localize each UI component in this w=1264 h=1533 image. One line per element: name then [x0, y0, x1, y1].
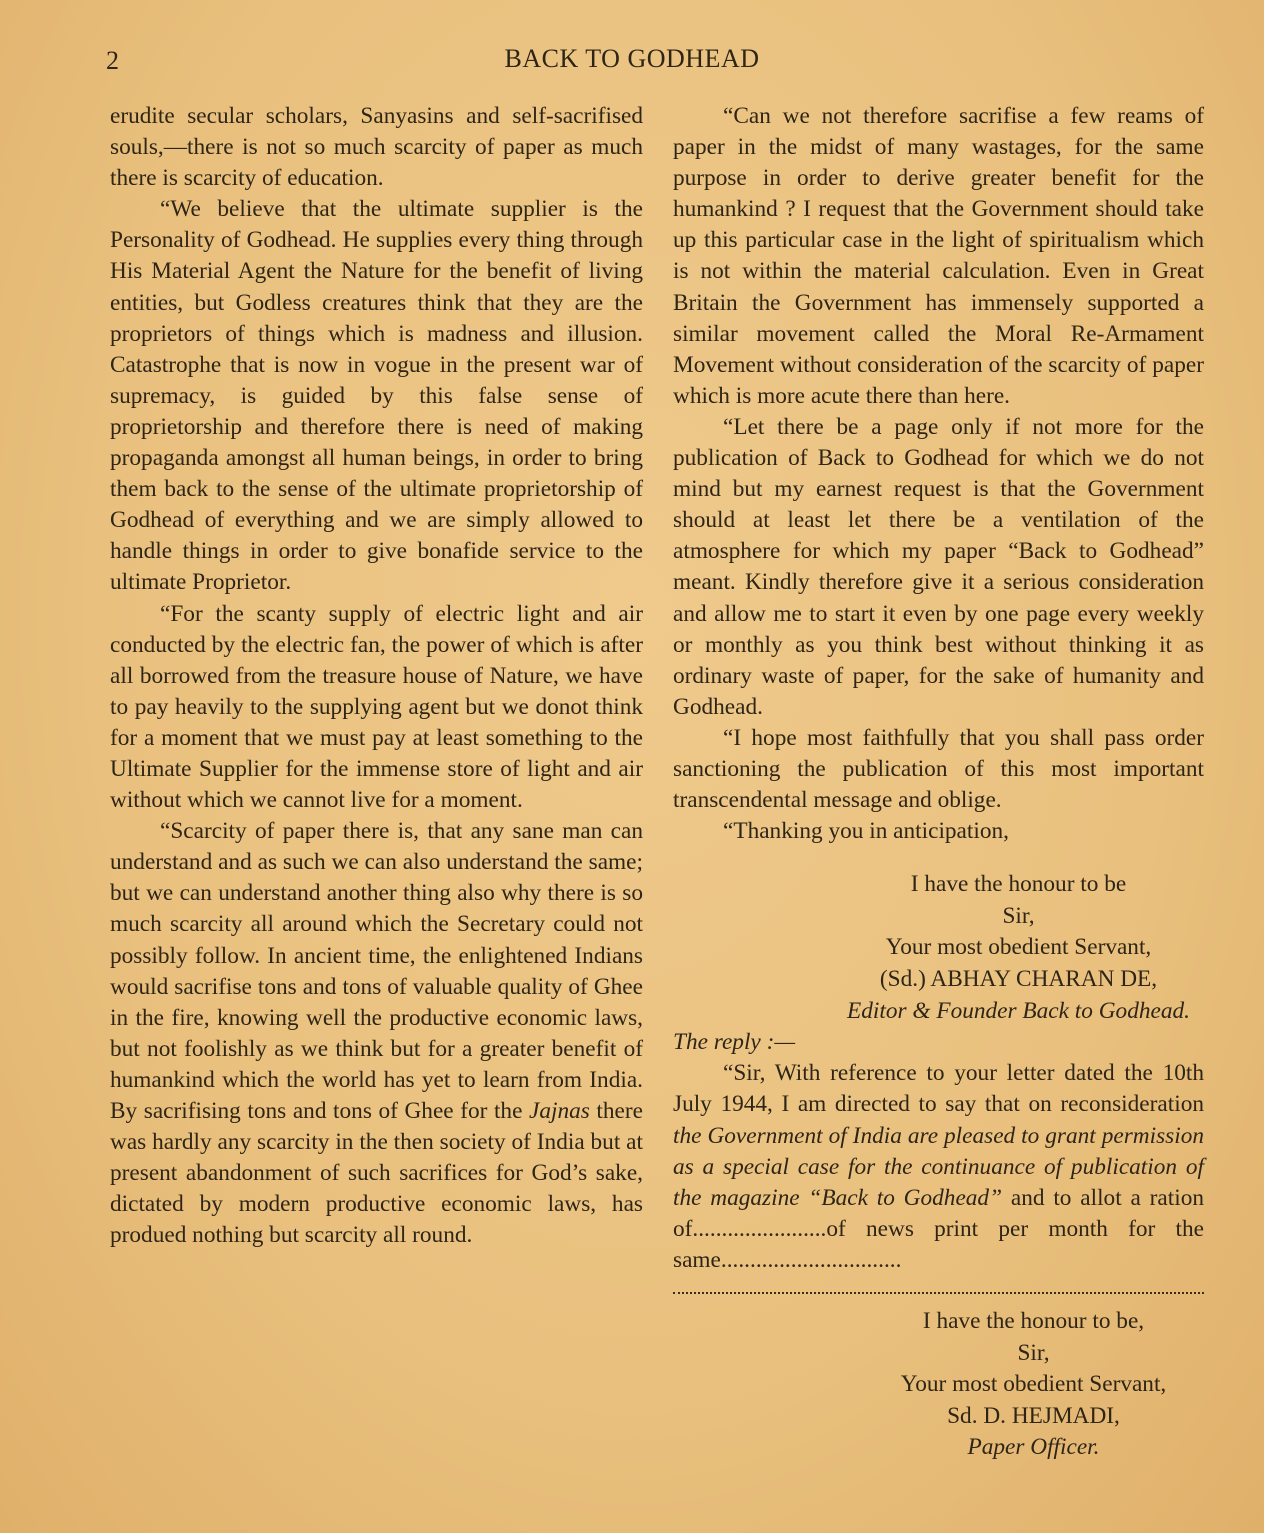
signature-line: Your most obedient Servant, [900, 1371, 1167, 1398]
paragraph-text: and to allot a ration of.......................of news print per month for the same............................... [673, 1184, 1204, 1273]
left-column [110, 101, 643, 1251]
paragraph: “For the scanty supply of electric light and air conducted by the electric fan, the power of which is after all borrowed from the treasure house of Nature, we have to pay heavily to the supplying agent but we donot think for a moment that we must pay at least something to the Ultimate Supplier for the immense store of light and air without which we cannot live for a moment. [110, 600, 643, 814]
signature-name: (Sd.) ABHAY CHARAN DE, [879, 966, 1158, 993]
paragraph: erudite secular scholars, Sanyasins and self-sacrifised souls,—there is not so much scarcity of paper as much there is scarcity of education. [110, 103, 643, 192]
signature-line: Sir, [1002, 902, 1035, 929]
running-head-title: BACK TO GODHEAD [504, 44, 760, 73]
italic-quote: the Government of India are pleased to grant permission as a special case for the continuance of publication of the magazine “Back to Godhead” [673, 1122, 1204, 1211]
signature-title: Paper Officer. [967, 1434, 1100, 1461]
signature-line: I have the honour to be [910, 871, 1127, 898]
paragraph: “Thanking you in anticipation, [723, 818, 1009, 845]
paragraph-text: “Scarcity of paper there is, that any sane man can understand and as such we can also understand the same; but we can understand another thing also why there is so much scarcity all around which the Secretary could not possibly follow. In ancient time, the enlightened Indians would sacrifise tons and tons of valuable quality of Ghee in the fire, knowing well the productive economic laws, but not foolishly as we think but for a greater benefit of humankind which the world has yet to learn from India. By sacrifising tons and tons of Ghee for the [110, 818, 643, 1124]
signature-line: Your most obedient Servant, [885, 934, 1152, 961]
paragraph: “Let there be a page only if not more for the publication of Back to Godhead for which we do not mind but my earnest request is that the Government should at least let there be a ventilation of the atmosphere for which my paper “Back to Godhead” meant. Kindly therefore give it a serious consideration and allow me to start it even by one page every weekly or monthly as you think best without thinking it as ordinary waste of paper, for the sake of humanity and Godhead. [673, 413, 1204, 720]
paragraph: “I hope most faithfully that you shall pass order sanctioning the publication of this most important transcendental message and oblige. [673, 724, 1204, 814]
signature-block-officer [863, 1306, 1204, 1464]
paragraph [110, 816, 643, 1251]
paragraph-text: “Sir, With reference to your letter dated the 10th July 1944, I am directed to say that on reconsideration [673, 1060, 1204, 1118]
signature-name: Sd. D. HEJMADI, [947, 1402, 1120, 1429]
right-column [673, 101, 1204, 1464]
dotted-rule [673, 1276, 1204, 1294]
signature-title: Editor & Founder Back to Godhead. [847, 997, 1190, 1024]
paragraph-text: there was hardly any scarcity in the then society of India but at present abandonment of such sacrifices for God’s sake, dictated by modern productive economic laws, has produed nothing but scarcity all round. [110, 1098, 643, 1249]
reply-label: The reply :— [673, 1029, 796, 1056]
page-number: 2 [106, 46, 119, 75]
signature-line: I have the honour to be, [922, 1307, 1145, 1334]
italic-term: Jajnas [529, 1098, 590, 1124]
paragraph: “We believe that the ultimate supplier is the Personality of Godhead. He supplies every thing through His Material Agent the Nature for the benefit of living entities, but Godless creatures think that they are the proprietors of things which is madness and illusion. Catastrophe that is now in vogue in the present war of supremacy, is guided by this false sense of proprietorship and therefore there is need of making propaganda amongst all human beings, in order to bring them back to the sense of the ultimate proprietorship of Godhead of everything and we are simply allowed to handle things in order to give bonafide service to the ultimate Proprietor. [110, 196, 643, 596]
signature-block-editor [833, 869, 1204, 1027]
signature-line: Sir, [1017, 1339, 1050, 1366]
paragraph: “Can we not therefore sacrifise a few reams of paper in the midst of many wastages, for the same purpose in order to derive greater benefit for the humankind ? I request that the Government should take up this particular case in the light of spiritualism which is not within the material calculation. Even in Great Britain the Government has immensely supported a similar movement called the Moral Re-Armament Movement without consideration of the scarcity of paper which is more acute there than here. [673, 103, 1204, 409]
reply-paragraph [673, 1058, 1204, 1276]
